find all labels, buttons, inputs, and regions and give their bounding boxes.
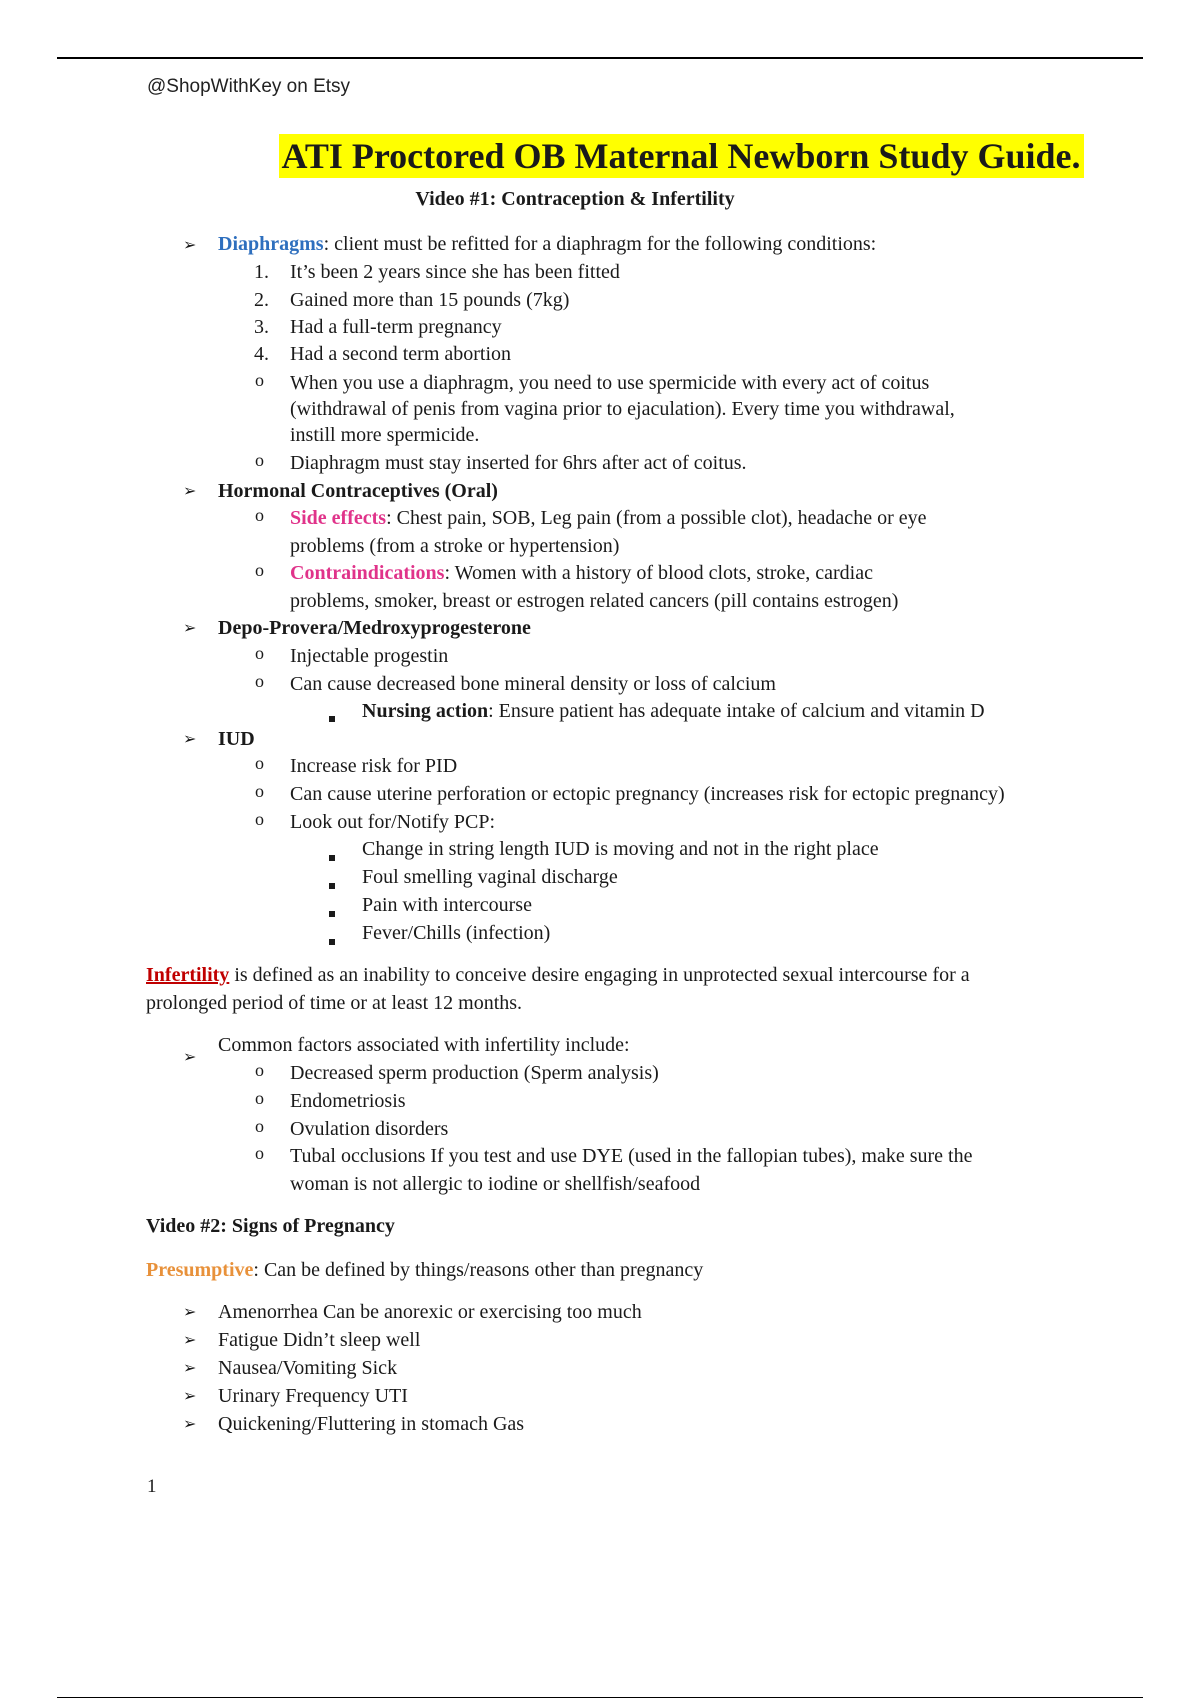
arrow-bullet-icon: ➢ — [183, 1416, 197, 1433]
factor-item: Ovulation disorders — [290, 1118, 449, 1140]
diaphragms-term: Diaphragms — [218, 233, 324, 255]
square-bullet-icon — [329, 845, 335, 866]
notify-item: Fever/Chills (infection) — [362, 922, 551, 944]
condition-number: 1. — [254, 261, 269, 283]
nursing-action-term: Nursing action — [362, 700, 489, 722]
condition-text: It’s been 2 years since she has been fitted — [290, 261, 620, 283]
circle-bullet-icon: o — [255, 1116, 264, 1136]
hormonal-heading: Hormonal Contraceptives (Oral) — [218, 480, 498, 502]
condition-text: Had a full-term pregnancy — [290, 316, 502, 338]
infertility-line — [146, 962, 970, 988]
factor-item-cont: woman is not allergic to iodine or shellfish/seafood — [290, 1173, 701, 1195]
page-title: ATI Proctored OB Maternal Newborn Study Guide. — [279, 134, 1084, 178]
note-text: instill more spermicide. — [290, 424, 480, 446]
circle-bullet-icon: o — [255, 1060, 264, 1080]
circle-bullet-icon: o — [255, 809, 264, 829]
square-bullet-icon — [329, 929, 335, 950]
header-text: @ShopWithKey on Etsy — [147, 76, 351, 97]
arrow-bullet-icon: ➢ — [183, 1388, 197, 1405]
arrow-bullet-icon: ➢ — [183, 731, 197, 748]
sign-item: Urinary Frequency UTI — [218, 1385, 408, 1407]
circle-bullet-icon: o — [255, 1088, 264, 1108]
sign-item: Fatigue Didn’t sleep well — [218, 1329, 421, 1351]
circle-bullet-icon: o — [255, 505, 264, 525]
arrow-bullet-icon: ➢ — [183, 1360, 197, 1377]
title-wrap — [0, 134, 1200, 178]
factor-item: Endometriosis — [290, 1090, 406, 1112]
sign-item: Nausea/Vomiting Sick — [218, 1357, 398, 1379]
condition-text: Had a second term abortion — [290, 343, 512, 365]
notify-item: Pain with intercourse — [362, 894, 532, 916]
circle-bullet-icon: o — [255, 1143, 264, 1163]
square-bullet-icon — [329, 873, 335, 894]
arrow-bullet-icon: ➢ — [183, 1304, 197, 1321]
notify-item: Foul smelling vaginal discharge — [362, 866, 618, 888]
depo-item: Can cause decreased bone mineral density or loss of calcium — [290, 673, 776, 695]
factors-heading: Common factors associated with infertility include: — [218, 1034, 630, 1056]
square-bullet-icon — [329, 706, 335, 727]
infertility-term: Infertility — [146, 964, 230, 986]
sign-item: Amenorrhea Can be anorexic or exercising too much — [218, 1301, 642, 1323]
sign-item: Quickening/Fluttering in stomach Gas — [218, 1413, 525, 1435]
side-effects-line — [290, 505, 926, 531]
side-effects-text: : Chest pain, SOB, Leg pain (from a possible clot), headache or eye — [386, 507, 927, 529]
infertility-text: is defined as an inability to conceive desire engaging in unprotected sexual intercourse for a — [229, 964, 970, 986]
contraindications-term: Contraindications — [290, 562, 445, 584]
circle-bullet-icon: o — [255, 671, 264, 691]
arrow-bullet-icon: ➢ — [183, 483, 197, 500]
contraindications-text: : Women with a history of blood clots, stroke, cardiac — [444, 562, 873, 584]
notify-item: Change in string length IUD is moving and not in the right place — [362, 838, 879, 860]
circle-bullet-icon: o — [255, 643, 264, 663]
top-rule — [57, 57, 1143, 59]
condition-number: 3. — [254, 316, 269, 338]
side-effects-text-cont: problems (from a stroke or hypertension) — [290, 535, 620, 557]
circle-bullet-icon: o — [255, 370, 264, 390]
condition-text: Gained more than 15 pounds (7kg) — [290, 289, 570, 311]
iud-heading: IUD — [218, 728, 255, 750]
depo-item: Injectable progestin — [290, 645, 449, 667]
circle-bullet-icon: o — [255, 560, 264, 580]
contraindications-text-cont: problems, smoker, breast or estrogen related cancers (pill contains estrogen) — [290, 590, 899, 612]
presumptive-text: : Can be defined by things/reasons other than pregnancy — [253, 1259, 704, 1281]
presumptive-line — [146, 1257, 703, 1283]
arrow-bullet-icon: ➢ — [183, 1332, 197, 1349]
side-effects-term: Side effects — [290, 507, 387, 529]
depo-heading: Depo-Provera/Medroxyprogesterone — [218, 617, 531, 639]
nursing-action-line — [362, 698, 985, 724]
iud-item: Look out for/Notify PCP: — [290, 811, 496, 833]
bottom-rule — [57, 1697, 1143, 1698]
page-number: 1 — [147, 1476, 157, 1497]
factor-item: Tubal occlusions If you test and use DYE (used in the fallopian tubes), make sure the — [290, 1145, 973, 1167]
diaphragms-line — [218, 231, 876, 257]
diaphragms-text: : client must be refitted for a diaphragm for the following conditions: — [323, 233, 877, 255]
subtitle: Video #1: Contraception & Infertility — [415, 188, 735, 210]
presumptive-term: Presumptive — [146, 1259, 254, 1281]
square-bullet-icon — [329, 901, 335, 922]
video2-heading: Video #2: Signs of Pregnancy — [146, 1215, 395, 1237]
arrow-bullet-icon: ➢ — [183, 237, 197, 254]
condition-number: 2. — [254, 289, 269, 311]
note-text: (withdrawal of penis from vagina prior to ejaculation). Every time you withdrawal, — [290, 398, 955, 420]
arrow-bullet-icon: ➢ — [183, 1049, 197, 1066]
circle-bullet-icon: o — [255, 450, 264, 470]
iud-item: Can cause uterine perforation or ectopic pregnancy (increases risk for ectopic pregnancy) — [290, 783, 1005, 805]
nursing-action-text: : Ensure patient has adequate intake of calcium and vitamin D — [488, 700, 985, 722]
note-text: Diaphragm must stay inserted for 6hrs after act of coitus. — [290, 452, 747, 474]
factor-item: Decreased sperm production (Sperm analysis) — [290, 1062, 659, 1084]
note-text: When you use a diaphragm, you need to use spermicide with every act of coitus — [290, 372, 930, 394]
iud-item: Increase risk for PID — [290, 755, 458, 777]
contraindications-line — [290, 560, 873, 586]
condition-number: 4. — [254, 343, 269, 365]
circle-bullet-icon: o — [255, 781, 264, 801]
circle-bullet-icon: o — [255, 753, 264, 773]
infertility-text-cont: prolonged period of time or at least 12 months. — [146, 992, 523, 1014]
arrow-bullet-icon: ➢ — [183, 620, 197, 637]
